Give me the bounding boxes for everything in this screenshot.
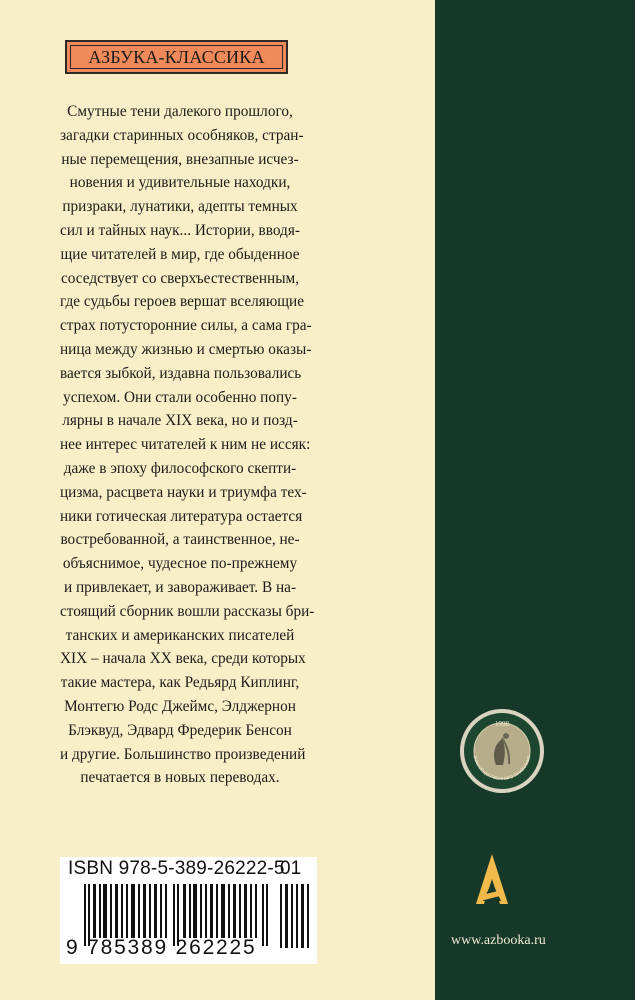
barcode-bar — [200, 884, 202, 938]
description-line: загадки старинных особняков, стран- — [60, 126, 304, 144]
description-line: Блэквуд, Эдвард Фредерик Бенсон — [68, 721, 292, 739]
barcode-bar — [99, 884, 101, 938]
description-line: XIX – начала XX века, среди которых — [60, 650, 306, 668]
barcode-addon-bar — [280, 884, 282, 948]
barcode-bar — [193, 884, 197, 938]
barcode-bar — [93, 884, 96, 938]
isbn-number: ISBN 978-5-389-26222-5 — [68, 858, 285, 879]
barcode-bar — [131, 884, 135, 938]
barcode-bar — [121, 884, 123, 938]
description-line: даже в эпоху философского скепти- — [63, 459, 297, 477]
description-line: щие читателей в мир, где обыденное — [60, 245, 300, 263]
barcode-bar — [221, 884, 225, 938]
barcode-bar — [210, 884, 213, 938]
barcode-bar — [183, 884, 186, 938]
barcode-bar — [205, 884, 207, 938]
barcode-bar — [110, 884, 112, 938]
barcode-addon-bar — [301, 884, 304, 948]
description-line: танских и американских писателей — [65, 626, 295, 644]
description-line: объяснимое, чудесное по-прежнему — [62, 555, 298, 573]
book-description — [60, 100, 315, 790]
description-line: печатается в новых переводах. — [80, 769, 280, 787]
barcode-bar — [250, 884, 252, 938]
barcode-bar — [126, 884, 128, 938]
description-line: соседствует со сверхъестественным, — [60, 269, 300, 287]
description-line: и привлекает, и завораживает. В на- — [63, 578, 297, 596]
barcode-bar — [216, 884, 218, 938]
barcode-bar — [262, 884, 264, 946]
seal-year: 1998 — [495, 720, 509, 728]
description-line: где судьбы героев вершат вселяющие — [60, 293, 305, 311]
description-line: успехом. Они стали особенно попу- — [63, 388, 297, 406]
barcode-addon-code: 01 — [280, 858, 302, 879]
description-line: ники готическая литература остается — [60, 507, 303, 525]
description-line: цизма, расцвета науки и триумфа тех- — [60, 483, 307, 501]
green-spine-panel — [435, 0, 635, 1000]
description-line: вается зыбкой, издавна пользовались — [60, 364, 302, 382]
barcode-bar — [138, 884, 140, 938]
barcode-bar — [233, 884, 236, 938]
description-line: ница между жизнью и смертью оказы- — [60, 340, 312, 358]
barcode-bar — [228, 884, 230, 938]
series-badge — [65, 40, 288, 74]
barcode-bar — [154, 884, 157, 938]
barcode-bars — [84, 884, 268, 938]
seal-figure-head — [503, 733, 509, 739]
public-recognition-seal — [459, 708, 545, 794]
description-line: лярны в начале XIX века, но и позд- — [62, 412, 298, 430]
description-line: стоящий сборник вошли рассказы бри- — [60, 602, 315, 620]
barcode-bar — [115, 884, 118, 938]
barcode-bar — [255, 884, 257, 938]
barcode-bar — [103, 884, 107, 938]
barcode-bar — [149, 884, 151, 938]
barcode-bar — [143, 884, 146, 938]
description-line: ные перемещения, внезапные исчез- — [61, 150, 299, 168]
description-line: сил и тайных наук... Истории, вводя- — [60, 221, 300, 239]
description-line: такие мастера, как Редьярд Киплинг, — [60, 674, 300, 692]
barcode-addon-bar — [307, 884, 309, 948]
description-line: страх потусторонние силы, а сама гра- — [60, 317, 312, 335]
seal-motto: ЗНАК ОБЩЕСТВЕННОГО ПРИЗНАНИЯ — [472, 754, 532, 782]
barcode-bar — [239, 884, 241, 938]
barcode-addon-bar — [291, 884, 293, 948]
description-line: Смутные тени далекого прошлого, — [67, 103, 293, 120]
barcode-bar — [244, 884, 247, 938]
barcode-bar — [160, 884, 162, 938]
barcode-addon-bar — [285, 884, 288, 948]
barcode-bar — [165, 884, 167, 938]
description-line: новения и удивительные находки, — [69, 174, 291, 192]
barcode-addon-bars — [280, 884, 310, 948]
azbooka-logo-icon — [473, 852, 511, 910]
barcode-bar — [189, 884, 191, 938]
isbn-barcode — [60, 857, 317, 964]
description-line: Монтегю Родс Джеймс, Элджернон — [64, 697, 296, 715]
description-line: и другие. Большинство произведений — [60, 745, 306, 763]
publisher-website-link[interactable]: www.azbooka.ru — [451, 933, 546, 948]
barcode-addon-bar — [296, 884, 298, 948]
barcode-bar — [266, 884, 268, 946]
series-label: АЗБУКА-КЛАССИКА — [88, 46, 265, 67]
barcode-digits: 9 785389 262225 — [66, 936, 257, 959]
description-line: нее интерес читателей к ним не иссяк: — [60, 436, 311, 454]
description-line: призраки, лунатики, адепты темных — [62, 198, 298, 216]
description-line: востребованной, а таинственное, не- — [60, 531, 300, 549]
